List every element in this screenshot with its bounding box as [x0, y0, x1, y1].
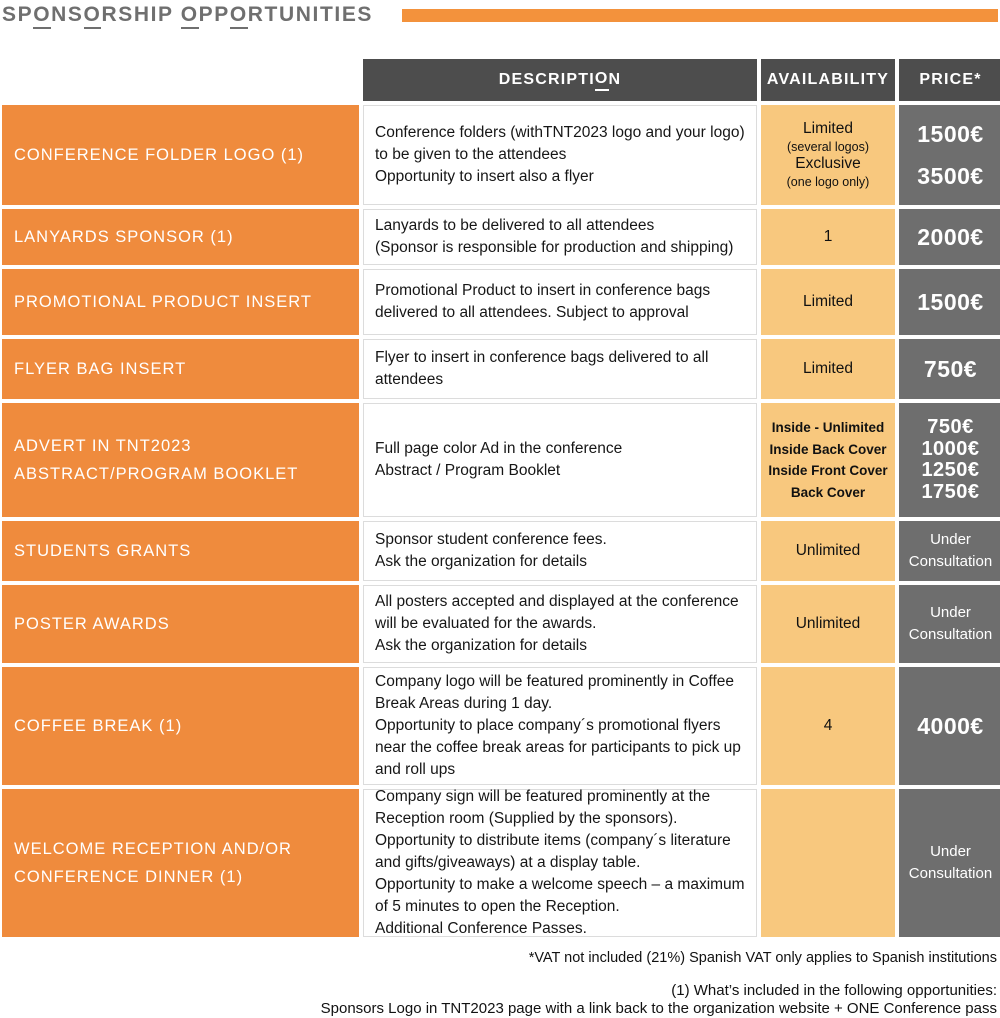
title-accent-bar [402, 9, 998, 22]
description-line: Ask the organization for details [375, 553, 587, 570]
price-line: 4000€ [917, 712, 984, 739]
availability-line: 1 [823, 228, 833, 245]
header-availability: AVAILABILITY [761, 59, 895, 101]
row-label-welcome-reception [2, 789, 359, 937]
row-price-lanyards-sponsor [899, 209, 1000, 265]
page-title: SPONSORSHIP OPPORTUNITIES [2, 3, 373, 27]
row-label-line: ABSTRACT/PROGRAM BOOKLET [14, 465, 299, 483]
availability-line: Inside Front Cover [768, 463, 888, 478]
price-line: Under Consultation [908, 604, 993, 643]
footnote-included-detail: Sponsors Logo in TNT2023 page with a link back to the organization website + ONE Conference pass [320, 1000, 997, 1017]
row-price-welcome-reception [899, 789, 1000, 937]
price-line: Under Consultation [908, 531, 993, 570]
description-line: Abstract / Program Booklet [375, 462, 561, 479]
description-line: Full page color Ad in the conference [375, 440, 623, 457]
row-description-advert-booklet [363, 403, 757, 517]
description-line: Ask the organization for details [375, 637, 587, 654]
description-line: Opportunity to distribute items (company´s literature and gifts/giveaways) at a display table. [375, 832, 731, 871]
row-label-advert-booklet [2, 403, 359, 517]
page-header [2, 4, 1000, 26]
description-line: Promotional Product to insert in conference bags delivered to all attendees. Subject to approval [375, 282, 711, 321]
description-line: Sponsor student conference fees. [375, 531, 607, 548]
availability-line: Inside Back Cover [769, 441, 887, 457]
price-line: Under Consultation [908, 843, 993, 882]
row-availability-advert-booklet [761, 403, 895, 517]
sponsorship-table [2, 59, 998, 937]
description-line: Flyer to insert in conference bags delivered to all attendees [375, 349, 709, 388]
row-label-lanyards-sponsor [2, 209, 359, 265]
availability-line: Back Cover [790, 484, 866, 500]
row-availability-promotional-product-insert [761, 269, 895, 335]
description-line: (Sponsor is responsible for production and shipping) [375, 239, 734, 256]
header-description: DESCRIPTI O N [363, 59, 757, 101]
availability-line: (several logos) [787, 139, 869, 154]
description-line: Company logo will be featured prominently in Coffee Break Areas during 1 day. [375, 673, 734, 712]
price-line: 3500€ [917, 162, 984, 189]
price-line: 1750€ [921, 480, 980, 503]
availability-line: Unlimited [795, 614, 861, 632]
description-line: Conference folders (withTNT2023 logo and your logo) to be given to the attendees [375, 124, 745, 163]
row-price-conference-folder-logo [899, 105, 1000, 205]
footnote-included-title: (1) What’s included in the following opportunities: [671, 982, 997, 999]
row-description-lanyards-sponsor [363, 209, 757, 265]
row-label-line: COFFEE BREAK (1) [14, 716, 183, 735]
row-description-students-grants [363, 521, 757, 581]
row-label-line: ADVERT IN TNT2023 [14, 436, 192, 455]
availability-line: Limited [803, 292, 853, 310]
description-line: Company sign will be featured prominently at the Reception room (Supplied by the sponsors). [375, 788, 711, 827]
price-line: 1250€ [921, 459, 980, 481]
description-line: Lanyards to be delivered to all attendees [375, 217, 655, 234]
row-label-line: STUDENTS GRANTS [14, 541, 192, 560]
row-price-promotional-product-insert [899, 269, 1000, 335]
header-price: PRICE* [899, 59, 1000, 101]
row-description-welcome-reception [363, 789, 757, 937]
description-line: Additional Conference Passes. [375, 920, 587, 937]
row-price-flyer-bag-insert [899, 339, 1000, 399]
row-availability-students-grants [761, 521, 895, 581]
availability-line: Unlimited [795, 541, 861, 559]
header-spacer [2, 59, 359, 101]
row-label-flyer-bag-insert [2, 339, 359, 399]
row-availability-poster-awards [761, 585, 895, 663]
row-label-line: CONFERENCE FOLDER LOGO (1) [14, 145, 305, 164]
price-line: 1000€ [921, 437, 980, 460]
availability-line: (one logo only) [786, 174, 870, 189]
row-label-line: FLYER BAG INSERT [14, 359, 187, 378]
row-label-line: CONFERENCE DINNER (1) [14, 868, 244, 886]
row-availability-coffee-break [761, 667, 895, 785]
row-description-poster-awards [363, 585, 757, 663]
row-description-flyer-bag-insert [363, 339, 757, 399]
row-label-coffee-break [2, 667, 359, 785]
footnote-included [2, 982, 997, 1018]
row-description-promotional-product-insert [363, 269, 757, 335]
availability-line: Limited [803, 119, 853, 137]
row-label-line: WELCOME RECEPTION AND/OR [14, 839, 292, 858]
row-availability-conference-folder-logo [761, 105, 895, 205]
row-label-line: PROMOTIONAL PRODUCT INSERT [14, 292, 312, 311]
row-label-line: POSTER AWARDS [14, 614, 170, 633]
price-line: 1500€ [917, 288, 984, 315]
row-availability-welcome-reception [761, 789, 895, 937]
row-label-students-grants [2, 521, 359, 581]
description-line: Opportunity to make a welcome speech – a maximum of 5 minutes to open the Reception. [375, 876, 745, 915]
row-price-advert-booklet [899, 403, 1000, 517]
row-price-coffee-break [899, 667, 1000, 785]
price-line: 750€ [923, 355, 978, 382]
row-label-poster-awards [2, 585, 359, 663]
footnote-vat: *VAT not included (21%) Spanish VAT only applies to Spanish institutions [528, 950, 997, 966]
row-description-conference-folder-logo [363, 105, 757, 205]
description-line: Opportunity to place company´s promotional flyers near the coffee break areas for participants to pick up and roll ups [375, 717, 741, 778]
row-availability-flyer-bag-insert [761, 339, 895, 399]
availability-line: 4 [823, 717, 833, 734]
row-label-conference-folder-logo [2, 105, 359, 205]
price-line: 2000€ [917, 223, 984, 250]
row-label-line: LANYARDS SPONSOR (1) [14, 227, 234, 246]
row-label-promotional-product-insert [2, 269, 359, 335]
price-line: 750€ [927, 416, 974, 438]
availability-line: Exclusive [795, 155, 861, 172]
price-line: 1500€ [917, 120, 984, 147]
availability-line: Limited [803, 359, 853, 377]
description-line: Opportunity to insert also a flyer [375, 168, 594, 185]
availability-line: Inside - Unlimited [771, 420, 885, 435]
row-price-poster-awards [899, 585, 1000, 663]
description-line: All posters accepted and displayed at the conference will be evaluated for the awards. [375, 593, 739, 632]
row-description-coffee-break [363, 667, 757, 785]
row-price-students-grants [899, 521, 1000, 581]
row-availability-lanyards-sponsor [761, 209, 895, 265]
